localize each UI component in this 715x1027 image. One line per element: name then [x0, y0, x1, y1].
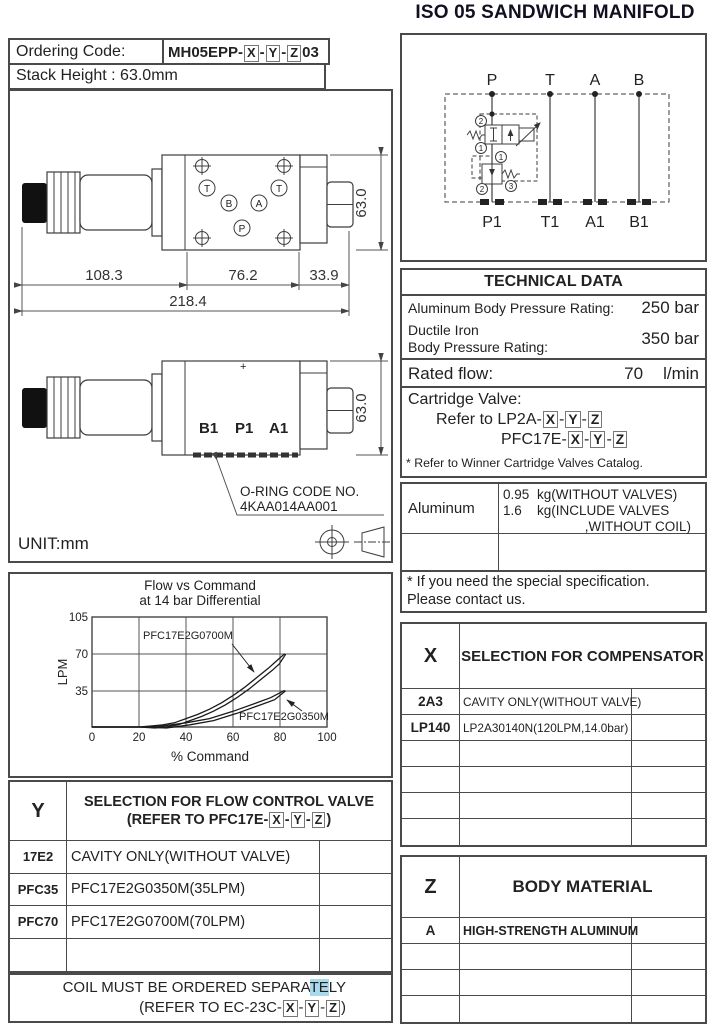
port-p1: P1 — [482, 214, 502, 231]
valve-drawing — [10, 91, 391, 561]
port-a1: A1 — [585, 214, 605, 231]
technical-data-box — [400, 268, 707, 478]
table-row — [402, 689, 705, 715]
weight-row-aluminum — [402, 484, 705, 534]
port-a: A — [589, 72, 601, 89]
svg-text:63.0: 63.0 — [353, 188, 370, 218]
port-label-p — [234, 220, 250, 236]
xtick-20: 20 — [132, 732, 146, 744]
rated-flow-row — [402, 358, 705, 386]
table-row — [402, 970, 705, 996]
x-axis-label: % Command — [170, 749, 250, 764]
row-code-cell: PFC35 — [10, 874, 67, 906]
flow-vs-command-chart — [10, 574, 391, 776]
xtick-80: 80 — [273, 732, 287, 744]
row-extra-cell — [632, 793, 705, 818]
flow-control-valve-symbol — [467, 123, 540, 146]
x-box: X — [269, 812, 283, 828]
y-box: Y — [565, 411, 580, 429]
xtick-40: 40 — [179, 732, 193, 744]
row-extra-cell — [320, 841, 391, 873]
table-z-key: Z — [402, 857, 460, 917]
material-cell-empty — [402, 534, 499, 570]
adjust-knob — [22, 388, 47, 428]
row-extra-cell — [632, 970, 705, 995]
table-row — [10, 939, 391, 972]
curve-label-pfc0700: PFC17E2G0700M — [143, 630, 233, 642]
row-desc-cell — [460, 819, 632, 845]
spring-icon — [467, 131, 485, 139]
port-b1: B1 — [629, 214, 649, 231]
cartridge-refer-pfc17e: PFC17E- X - Y - Z — [408, 430, 699, 450]
row-extra-cell — [632, 715, 705, 740]
port-label-a — [251, 195, 267, 211]
valve-cylinder — [80, 175, 152, 230]
row-code-cell — [402, 996, 460, 1022]
flow-chart-box — [8, 572, 393, 778]
xtick-100: 100 — [317, 732, 337, 744]
row-extra-cell — [632, 689, 705, 714]
ordering-code-value — [164, 40, 328, 63]
table-x-compensator — [400, 622, 707, 847]
catalog-note: * Refer to Winner Cartridge Valves Catalog. — [406, 455, 643, 470]
ordering-code-suffix: 03 — [302, 44, 319, 61]
ordering-code-y-box: Y — [266, 45, 281, 62]
row-desc-cell: PFC17E2G0350M(35LPM) — [67, 874, 320, 906]
o-ring-note-line2: 4KAA014AA001 — [240, 499, 338, 514]
port-t1: T1 — [540, 214, 560, 231]
x-box: X — [568, 431, 583, 449]
o-ring-note-line1: O-RING CODE NO. — [240, 484, 360, 499]
callout-2 — [477, 184, 488, 195]
table-x-header-row — [402, 624, 705, 689]
rated-flow-unit: l/min — [663, 363, 699, 383]
callout-2 — [476, 116, 487, 127]
table-row — [10, 841, 391, 874]
port-p: P — [486, 72, 498, 89]
row-code-cell — [402, 944, 460, 969]
weight-row-empty — [402, 534, 705, 572]
stack-height-row: Stack Height : 63.0mm — [8, 64, 326, 90]
y-box: Y — [590, 431, 605, 449]
svg-text:2: 2 — [478, 117, 484, 126]
material-cell: Aluminum — [402, 484, 499, 533]
svg-text:1: 1 — [478, 144, 484, 153]
table-y-key: Y — [10, 782, 67, 840]
svg-text:1: 1 — [498, 153, 504, 162]
row-code-cell — [402, 741, 460, 766]
ordering-code-x-box: X — [244, 45, 259, 62]
side-port-p1: P1 — [235, 420, 254, 437]
ordering-code-z-box: Z — [287, 45, 301, 62]
x-box: X — [283, 1000, 298, 1017]
svg-text:3: 3 — [508, 182, 514, 191]
row-extra-cell — [632, 996, 705, 1022]
chart-title-line1: Flow vs Command — [144, 578, 256, 593]
row-desc-cell: LP2A30140N(120LPM,14.0bar) — [460, 715, 632, 740]
row-extra-cell — [632, 741, 705, 766]
curve-label-pfc0350: PFC17E2G0350M — [239, 711, 329, 723]
hydraulic-schematic — [402, 35, 705, 260]
svg-text:A: A — [255, 199, 263, 210]
z-box: Z — [312, 812, 326, 828]
side-port-a1: A1 — [269, 420, 289, 437]
svg-text:B: B — [225, 199, 233, 210]
dash: - — [281, 44, 287, 61]
row-extra-cell — [632, 767, 705, 792]
end-block — [300, 155, 327, 243]
table-row — [402, 767, 705, 793]
row-desc-cell: PFC17E2G0700M(70LPM) — [67, 906, 320, 938]
side-port-b1: B1 — [199, 420, 219, 437]
table-row — [10, 874, 391, 907]
ytick-105: 105 — [68, 612, 88, 624]
table-row — [402, 793, 705, 819]
unit-label: UNIT:mm — [18, 534, 89, 553]
table-row — [402, 996, 705, 1022]
cartridge-valve-label: Cartridge Valve: — [408, 390, 522, 408]
dim-218-4: 218.4 — [169, 293, 207, 310]
manifold-body-side — [162, 361, 300, 455]
dim-108-3: 108.3 — [85, 267, 123, 284]
special-spec-note: * If you need the special specification. Please contact us. — [407, 574, 650, 608]
table-z-body — [402, 918, 705, 1022]
aluminum-rating-label: Aluminum Body Pressure Rating: — [408, 300, 615, 316]
table-row — [10, 906, 391, 939]
neck — [152, 169, 162, 236]
table-y-body — [10, 841, 391, 971]
callout-3 — [506, 181, 517, 192]
row-desc-cell: HIGH-STRENGTH ALUMINUM — [460, 918, 632, 943]
chart-title-line2: at 14 bar Differential — [139, 593, 261, 608]
dash: - — [259, 44, 265, 61]
row-code-cell — [402, 970, 460, 995]
ordering-code-label: Ordering Code: — [10, 40, 164, 63]
ductile-rating-value: 350 bar — [641, 328, 699, 348]
hydraulic-schematic-box — [400, 33, 707, 262]
table-y-header-line2: (REFER TO PFC17E- X - Y - Z ) — [126, 812, 332, 828]
row-extra-cell — [320, 906, 391, 938]
ytick-70: 70 — [75, 649, 88, 661]
side-view-drawing — [22, 361, 388, 515]
table-z-body-material — [400, 855, 707, 1024]
row-desc-cell — [460, 970, 632, 995]
table-y-flow-control — [8, 780, 393, 973]
table-row — [402, 819, 705, 845]
y-box: Y — [291, 812, 305, 828]
coil-note-box — [8, 973, 393, 1023]
dimension-drawing-box — [8, 89, 393, 563]
row-code-cell — [402, 793, 460, 818]
row-extra-cell — [320, 939, 391, 972]
svg-text:2: 2 — [479, 185, 485, 194]
port-label-t — [199, 180, 215, 196]
row-code-cell: A — [402, 918, 460, 943]
xtick-0: 0 — [88, 732, 96, 744]
weight-table — [400, 482, 707, 613]
row-desc-cell — [460, 996, 632, 1022]
row-desc-cell — [460, 767, 632, 792]
svg-text:T: T — [275, 184, 283, 195]
ductile-rating-label: Ductile Iron Body Pressure Rating: — [408, 322, 549, 355]
row-desc-cell — [460, 741, 632, 766]
row-code-cell: LP140 — [402, 715, 460, 740]
table-row — [402, 741, 705, 767]
ytick-35: 35 — [75, 686, 88, 698]
coil-note-line2: (REFER TO EC-23C- X - Y - Z ) — [139, 999, 346, 1016]
row-desc-cell: CAVITY ONLY(WITHOUT VALVE) — [67, 841, 320, 873]
row-extra-cell — [632, 819, 705, 845]
ordering-code-prefix: MH05EPP- — [168, 44, 244, 61]
table-y-header-row — [10, 782, 391, 841]
rated-flow-label: Rated flow: — [408, 363, 494, 383]
weight-values-cell: 0.95 kg(WITHOUT VALVES) 1.6 kg(INCLUDE VALVES ,WITHOUT COIL) — [503, 487, 691, 535]
row-code-cell: PFC70 — [10, 906, 67, 938]
end-block — [300, 361, 327, 449]
rated-flow-value: 70 l/min — [624, 363, 699, 383]
row-extra-cell — [632, 918, 705, 943]
callout-1 — [496, 152, 507, 163]
z-box: Z — [588, 411, 602, 429]
table-row — [402, 715, 705, 741]
aluminum-rating-value: 250 bar — [641, 298, 699, 317]
svg-text:T: T — [203, 184, 211, 195]
o-ring-callout — [217, 460, 384, 515]
xtick-60: 60 — [226, 732, 240, 744]
row-code-cell: 2A3 — [402, 689, 460, 714]
top-view-drawing — [22, 155, 388, 316]
y-axis-label: LPM — [55, 658, 70, 686]
proportional-solenoid — [519, 128, 534, 141]
table-x-key: X — [402, 624, 460, 688]
row-desc-cell: CAVITY ONLY(WITHOUT VALVE) — [460, 689, 632, 714]
svg-text:P: P — [238, 224, 246, 235]
port-label-b — [221, 195, 237, 211]
table-row — [402, 918, 705, 944]
table-y-header — [67, 782, 391, 840]
x-box: X — [543, 411, 558, 429]
ordering-code-row — [8, 38, 330, 65]
valve-cylinder — [80, 380, 152, 435]
highlighted-text: TE — [309, 978, 329, 996]
z-box: Z — [613, 431, 627, 449]
aluminum-rating-row — [402, 296, 705, 320]
ductile-rating-row — [402, 320, 705, 358]
spring-icon — [502, 170, 520, 178]
table-z-header: BODY MATERIAL — [512, 877, 653, 896]
plus-mark: + — [240, 361, 247, 373]
row-desc-cell — [460, 793, 632, 818]
table-x-body — [402, 689, 705, 845]
row-extra-cell — [320, 874, 391, 906]
neck — [152, 374, 162, 441]
technical-data-title: TECHNICAL DATA — [402, 270, 705, 296]
row-code-cell — [402, 767, 460, 792]
port-b: B — [633, 72, 645, 89]
table-z-header-row — [402, 857, 705, 918]
table-x-header: SELECTION FOR COMPENSATOR — [461, 647, 704, 665]
row-code-cell: 17E2 — [10, 841, 67, 873]
dim-76-2: 76.2 — [228, 267, 258, 284]
port-label-t — [271, 180, 287, 196]
cartridge-refer-lp2a: Refer to LP2A- X - Y - Z — [408, 410, 699, 430]
svg-text:63.0: 63.0 — [353, 393, 370, 423]
table-row — [402, 944, 705, 970]
port-t: T — [545, 72, 555, 89]
adjust-knob — [22, 183, 47, 223]
row-code-cell — [402, 819, 460, 845]
y-box: Y — [305, 1000, 320, 1017]
row-code-cell — [10, 939, 67, 972]
callout-1 — [476, 143, 487, 154]
cartridge-valve-section — [402, 386, 705, 452]
row-desc-cell — [460, 944, 632, 969]
z-box: Z — [326, 1000, 340, 1017]
row-extra-cell — [632, 944, 705, 969]
row-desc-cell — [67, 939, 320, 972]
page-title: ISO 05 SANDWICH MANIFOLD — [415, 2, 695, 23]
dim-33-9: 33.9 — [309, 267, 339, 284]
table-y-header-line1: SELECTION FOR FLOW CONTROL VALVE — [84, 793, 374, 810]
third-angle-projection-icon — [315, 525, 391, 559]
coil-note-line1: COIL MUST BE ORDERED SEPARATELY — [62, 978, 346, 996]
